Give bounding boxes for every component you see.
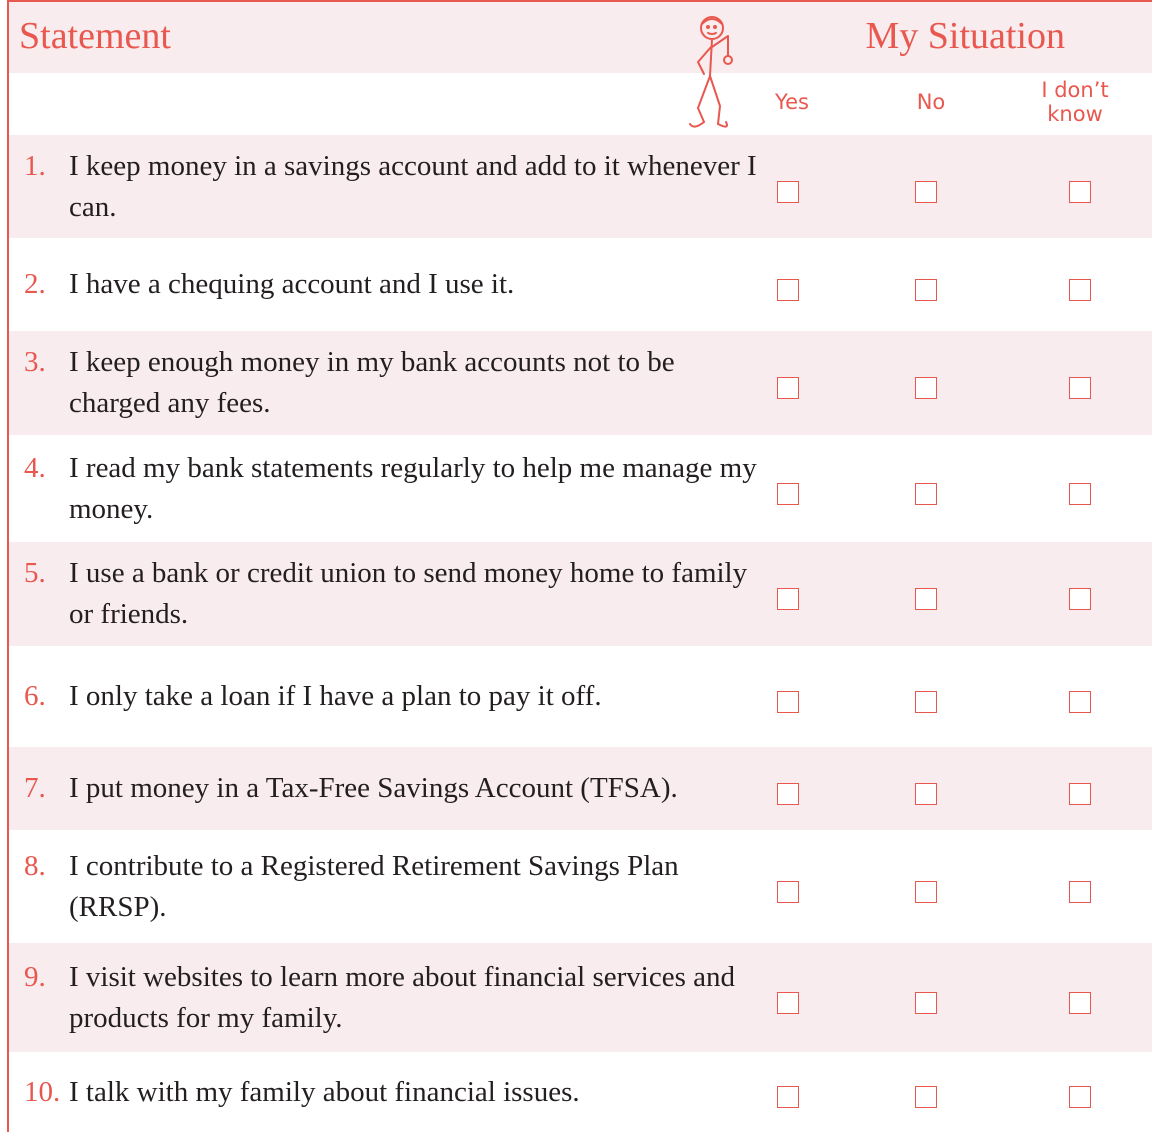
checkbox-dont-know[interactable] [1069,881,1091,903]
statement-row-10 [9,1052,1152,1132]
row-number: 4. [24,452,46,484]
statement-text: I talk with my family about financial issues. [69,1076,580,1108]
statement-text: I only take a loan if I have a plan to pay it off. [69,680,602,712]
checkbox-dont-know[interactable] [1069,588,1091,610]
statement-text: I put money in a Tax-Free Savings Account (TFSA). [69,772,678,804]
checkbox-no[interactable] [915,992,937,1014]
column-dont-know-heading: I don’t know [1041,78,1109,126]
checkbox-no[interactable] [915,181,937,203]
row-number: 5. [24,557,46,589]
checkbox-no[interactable] [915,783,937,805]
checkbox-yes[interactable] [777,783,799,805]
statement-row-9 [9,943,1152,1052]
stick-figure-icon [684,14,744,134]
row-number: 10. [24,1076,61,1108]
statement-row-3 [9,331,1152,435]
checkbox-dont-know[interactable] [1069,691,1091,713]
statement-row-2 [9,238,1152,331]
checkbox-no[interactable] [915,691,937,713]
checkbox-yes[interactable] [777,279,799,301]
statement-row-6 [9,646,1152,747]
checkbox-dont-know[interactable] [1069,1086,1091,1108]
checkbox-no[interactable] [915,588,937,610]
checkbox-dont-know[interactable] [1069,483,1091,505]
checkbox-no[interactable] [915,881,937,903]
checkbox-no[interactable] [915,377,937,399]
row-number: 2. [24,268,46,300]
checkbox-yes[interactable] [777,691,799,713]
statement-text: I have a chequing account and I use it. [69,268,515,300]
statement-text: I visit websites to learn more about financial services and products for my family. [69,961,735,1034]
statement-text: I use a bank or credit union to send money home to family or friends. [69,557,748,630]
top-border [7,0,1152,2]
checkbox-no[interactable] [915,1086,937,1108]
checkbox-no[interactable] [915,279,937,301]
row-number: 7. [24,772,46,804]
checkbox-yes[interactable] [777,1086,799,1108]
left-border [7,0,9,1132]
header-columns-row [9,73,1152,135]
statement-row-4 [9,435,1152,542]
column-no-heading: No [916,90,946,114]
row-number: 9. [24,961,46,993]
checkbox-yes[interactable] [777,181,799,203]
statement-row-8 [9,830,1152,943]
statement-text: I read my bank statements regularly to help me manage my money. [69,452,757,525]
statement-row-5 [9,542,1152,646]
row-number: 3. [24,346,46,378]
statement-heading: Statement [19,15,171,57]
statement-row-1 [9,135,1152,238]
my-situation-heading: My Situation [865,15,1065,57]
row-number: 8. [24,850,46,882]
checkbox-yes[interactable] [777,377,799,399]
checkbox-yes[interactable] [777,588,799,610]
checkbox-yes[interactable] [777,881,799,903]
statement-text: I contribute to a Registered Retirement Savings Plan (RRSP). [69,850,679,923]
row-number: 1. [24,150,46,182]
checkbox-yes[interactable] [777,483,799,505]
row-number: 6. [24,680,46,712]
checkbox-no[interactable] [915,483,937,505]
column-yes-heading: Yes [775,90,809,114]
statement-row-7 [9,747,1152,830]
checkbox-dont-know[interactable] [1069,377,1091,399]
statement-text: I keep enough money in my bank accounts not to be charged any fees. [69,346,675,419]
checkbox-dont-know[interactable] [1069,279,1091,301]
checkbox-dont-know[interactable] [1069,992,1091,1014]
checkbox-dont-know[interactable] [1069,783,1091,805]
checkbox-yes[interactable] [777,992,799,1014]
statement-text: I keep money in a savings account and add to it whenever I can. [69,150,757,223]
checkbox-dont-know[interactable] [1069,181,1091,203]
